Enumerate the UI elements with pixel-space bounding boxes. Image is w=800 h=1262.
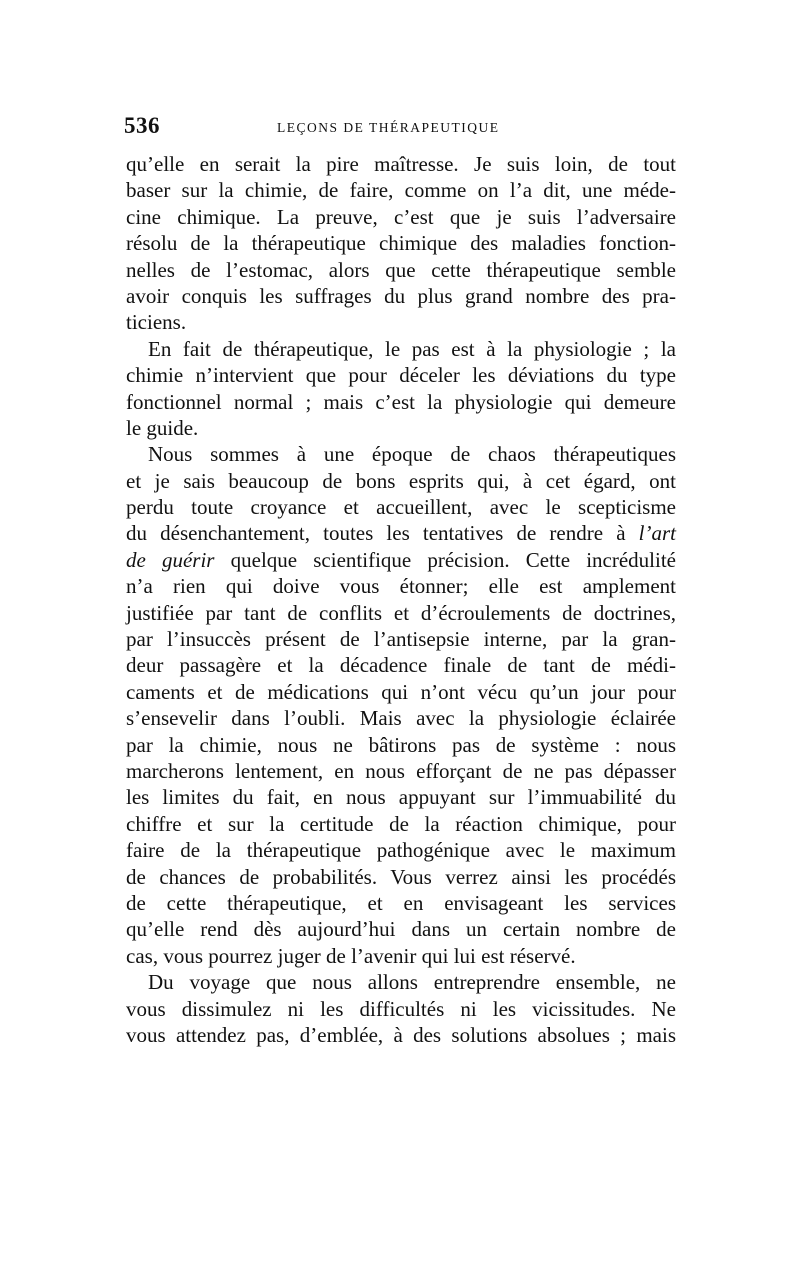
text-line: qu’elle en serait la pire maîtresse. Je suis loin, de tout — [126, 152, 676, 176]
page-header — [124, 113, 679, 143]
text-line: vous dissimulez ni les difficultés ni les vicissitudes. Ne — [126, 996, 676, 1021]
text-line — [126, 520, 676, 546]
italic-phrase: l’art — [638, 521, 676, 546]
text-line: par la chimie, nous ne bâtirons pas de système : nous — [126, 732, 676, 757]
text-line: vous attendez pas, d’emblée, à des solutions absolues ; mais — [126, 1022, 676, 1047]
running-title: LEÇONS DE THÉRAPEUTIQUE — [277, 120, 500, 135]
text-line: le guide. — [126, 415, 199, 440]
text-segment: du désenchantement, toutes les tentatives de rendre à — [126, 521, 639, 546]
text-line: de chances de probabilités. Vous verrez ainsi les procédés — [126, 864, 676, 889]
text-line: justifiée par tant de conflits et d’écroulements de doctrines, — [126, 600, 676, 625]
text-line: ticiens. — [126, 310, 187, 335]
text-segment: quelque scientifique précision. Cette incrédulité — [214, 547, 677, 572]
text-line: par l’insuccès présent de l’antisepsie interne, par la gran- — [126, 627, 676, 652]
body-text — [126, 151, 676, 1048]
text-line: perdu toute croyance et accueillent, avec le scepticisme — [126, 495, 676, 520]
text-line: les limites du fait, en nous appuyant sur l’immuabilité du — [126, 785, 676, 810]
text-line: avoir conquis les suffrages du plus grand nombre des pra- — [126, 283, 676, 308]
text-line: cas, vous pourrez juger de l’avenir qui lui est réservé. — [126, 943, 576, 968]
text-line: chiffre et sur la certitude de la réaction chimique, pour — [126, 811, 676, 836]
text-line — [126, 547, 676, 573]
text-line: deur passagère et la décadence finale de tant de médi- — [126, 653, 676, 678]
paragraph-start-line: En fait de thérapeutique, le pas est à la physiologie ; la — [148, 336, 676, 361]
text-line: caments et de médications qui n’ont vécu qu’un jour pour — [126, 679, 676, 704]
text-line: fonctionnel normal ; mais c’est la physiologie qui demeure — [126, 389, 676, 414]
text-line: et je sais beaucoup de bons esprits qui, à cet égard, ont — [126, 468, 676, 493]
paragraph-start-line: Nous sommes à une époque de chaos thérapeutiques — [148, 442, 676, 467]
text-line: faire de la thérapeutique pathogénique avec le maximum — [126, 838, 676, 863]
text-line: résolu de la thérapeutique chimique des maladies fonction- — [126, 231, 676, 256]
text-line: cine chimique. La preuve, c’est que je suis l’adversaire — [126, 204, 676, 229]
text-line: s’ensevelir dans l’oubli. Mais avec la physiologie éclairée — [126, 706, 676, 731]
text-line: chimie n’intervient que pour déceler les déviations du type — [126, 363, 676, 388]
paragraph-start-line: Du voyage que nous allons entreprendre ensemble, ne — [148, 970, 676, 995]
text-line: baser sur la chimie, de faire, comme on l’a dit, une méde- — [126, 178, 676, 203]
text-line: nelles de l’estomac, alors que cette thérapeutique semble — [126, 257, 676, 282]
text-line: de cette thérapeutique, et en envisageant les services — [126, 890, 676, 915]
text-line: qu’elle rend dès aujourd’hui dans un certain nombre de — [126, 917, 676, 942]
page-number: 536 — [124, 113, 160, 138]
text-line: marcherons lentement, en nous efforçant de ne pas dépasser — [126, 758, 676, 783]
text-line: n’a rien qui doive vous étonner; elle est amplement — [126, 574, 676, 599]
italic-phrase: de guérir — [126, 547, 215, 572]
